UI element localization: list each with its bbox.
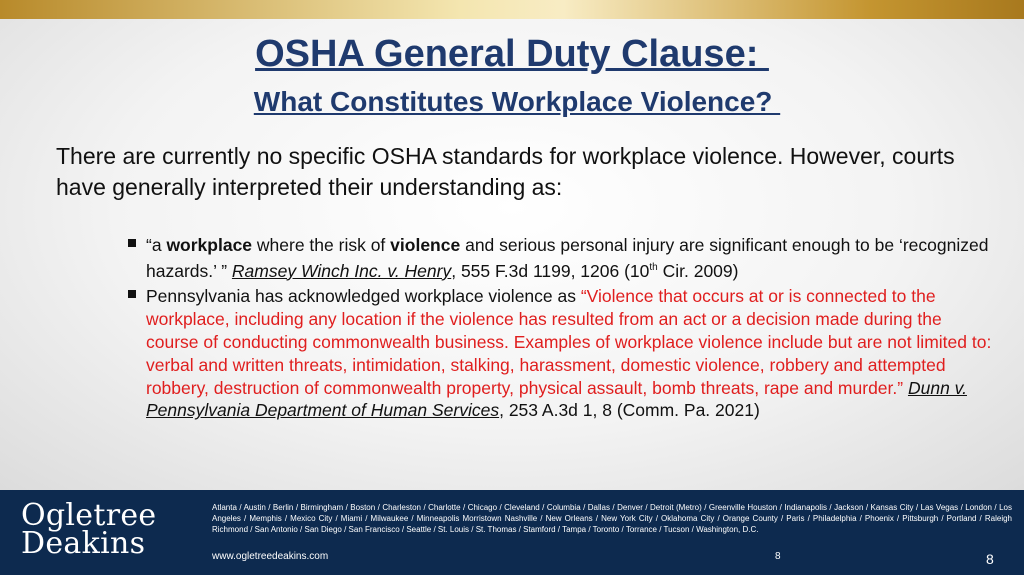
case-citation-ramsey: Ramsey Winch Inc. v. Henry <box>231 260 452 281</box>
bullet1-text-hazards: and serious personal injury are significant enough to be ‘recognized hazards.’ ” <box>146 235 989 281</box>
bullet1-bold-workplace: workplace <box>166 235 253 255</box>
bullet1-citation-end: Cir. 2009) <box>657 260 739 281</box>
ogletree-deakins-logo <box>21 498 157 561</box>
bullet1-text-start: “a <box>146 235 167 255</box>
footer-bar <box>0 490 1024 575</box>
pa-definition-quote: “Violence that occurs at or is connected to the workplace, including any location if the violence has resulted from an act or a decision made during the course of conducting commonwealth business. Examples of workplace violence include but are not limited to: verbal and written threats, intimidation, stalking, harassment, domestic violence, robbery and attempted robbery, destruction of commonwealth property, physical assault, bomb threats, rape and murder.” <box>146 286 992 398</box>
footer-page-marker: 8 <box>775 551 781 562</box>
bullet-item-ramsey <box>128 234 998 282</box>
intro-paragraph: There are currently no specific OSHA standards for workplace violence. However, courts have generally interpreted their understanding as: <box>56 143 955 200</box>
bullet-list <box>128 234 998 425</box>
bullet2-text-start: Pennsylvania has acknowledged workplace violence as <box>146 286 581 307</box>
bullet-square-icon <box>128 290 136 298</box>
top-gold-bar <box>0 0 1024 19</box>
slide-page-number: 8 <box>986 551 994 567</box>
bullet1-bold-violence: violence <box>390 235 461 255</box>
bullet2-citation-end: , 253 A.3d 1, 8 (Comm. Pa. 2021) <box>499 400 760 421</box>
bullet-square-icon <box>128 239 136 247</box>
bullet-item-dunn <box>128 285 998 422</box>
slide-title: OSHA General Duty Clause: <box>255 33 769 75</box>
bullet1-superscript: th <box>649 261 658 273</box>
slide-subtitle: What Constitutes Workplace Violence? <box>253 86 781 117</box>
logo-line-2: Deakins <box>21 526 146 561</box>
logo-line-1: Ogletree <box>21 498 157 533</box>
office-cities-list: Atlanta / Austin / Berlin / Birmingham / Boston / Charleston / Charlotte / Chicago / Cleveland / Columbia / Dallas / Denver / Detroit (Metro) / Greenville Houston / Indianapolis / Jackson / Kansas City / Las Vegas / London / Los Angeles / Memphis / Mexico City / Miami / Milwaukee / Minneapolis Morristown Nashville / New Orleans / New York City / Oklahoma City / Orange County / Paris / Philadelphia / Phoenix / Pittsburgh / Portland / Raleigh Richmond / San Antonio / San Diego / San Francisco / Seattle / St. Louis / St. Thomas / Stamford / Tampa / Toronto / Torrance / Tucson / Washington, D.C. <box>212 503 1012 534</box>
bullet1-citation-reporter: , 555 F.3d 1199, 1206 (10 <box>451 260 650 281</box>
website-link[interactable]: www.ogletreedeakins.com <box>212 551 329 562</box>
bullet1-text-mid: where the risk of <box>252 235 391 255</box>
case-citation-dunn: Dunn v. Pennsylvania Department of Human Services <box>146 377 967 421</box>
